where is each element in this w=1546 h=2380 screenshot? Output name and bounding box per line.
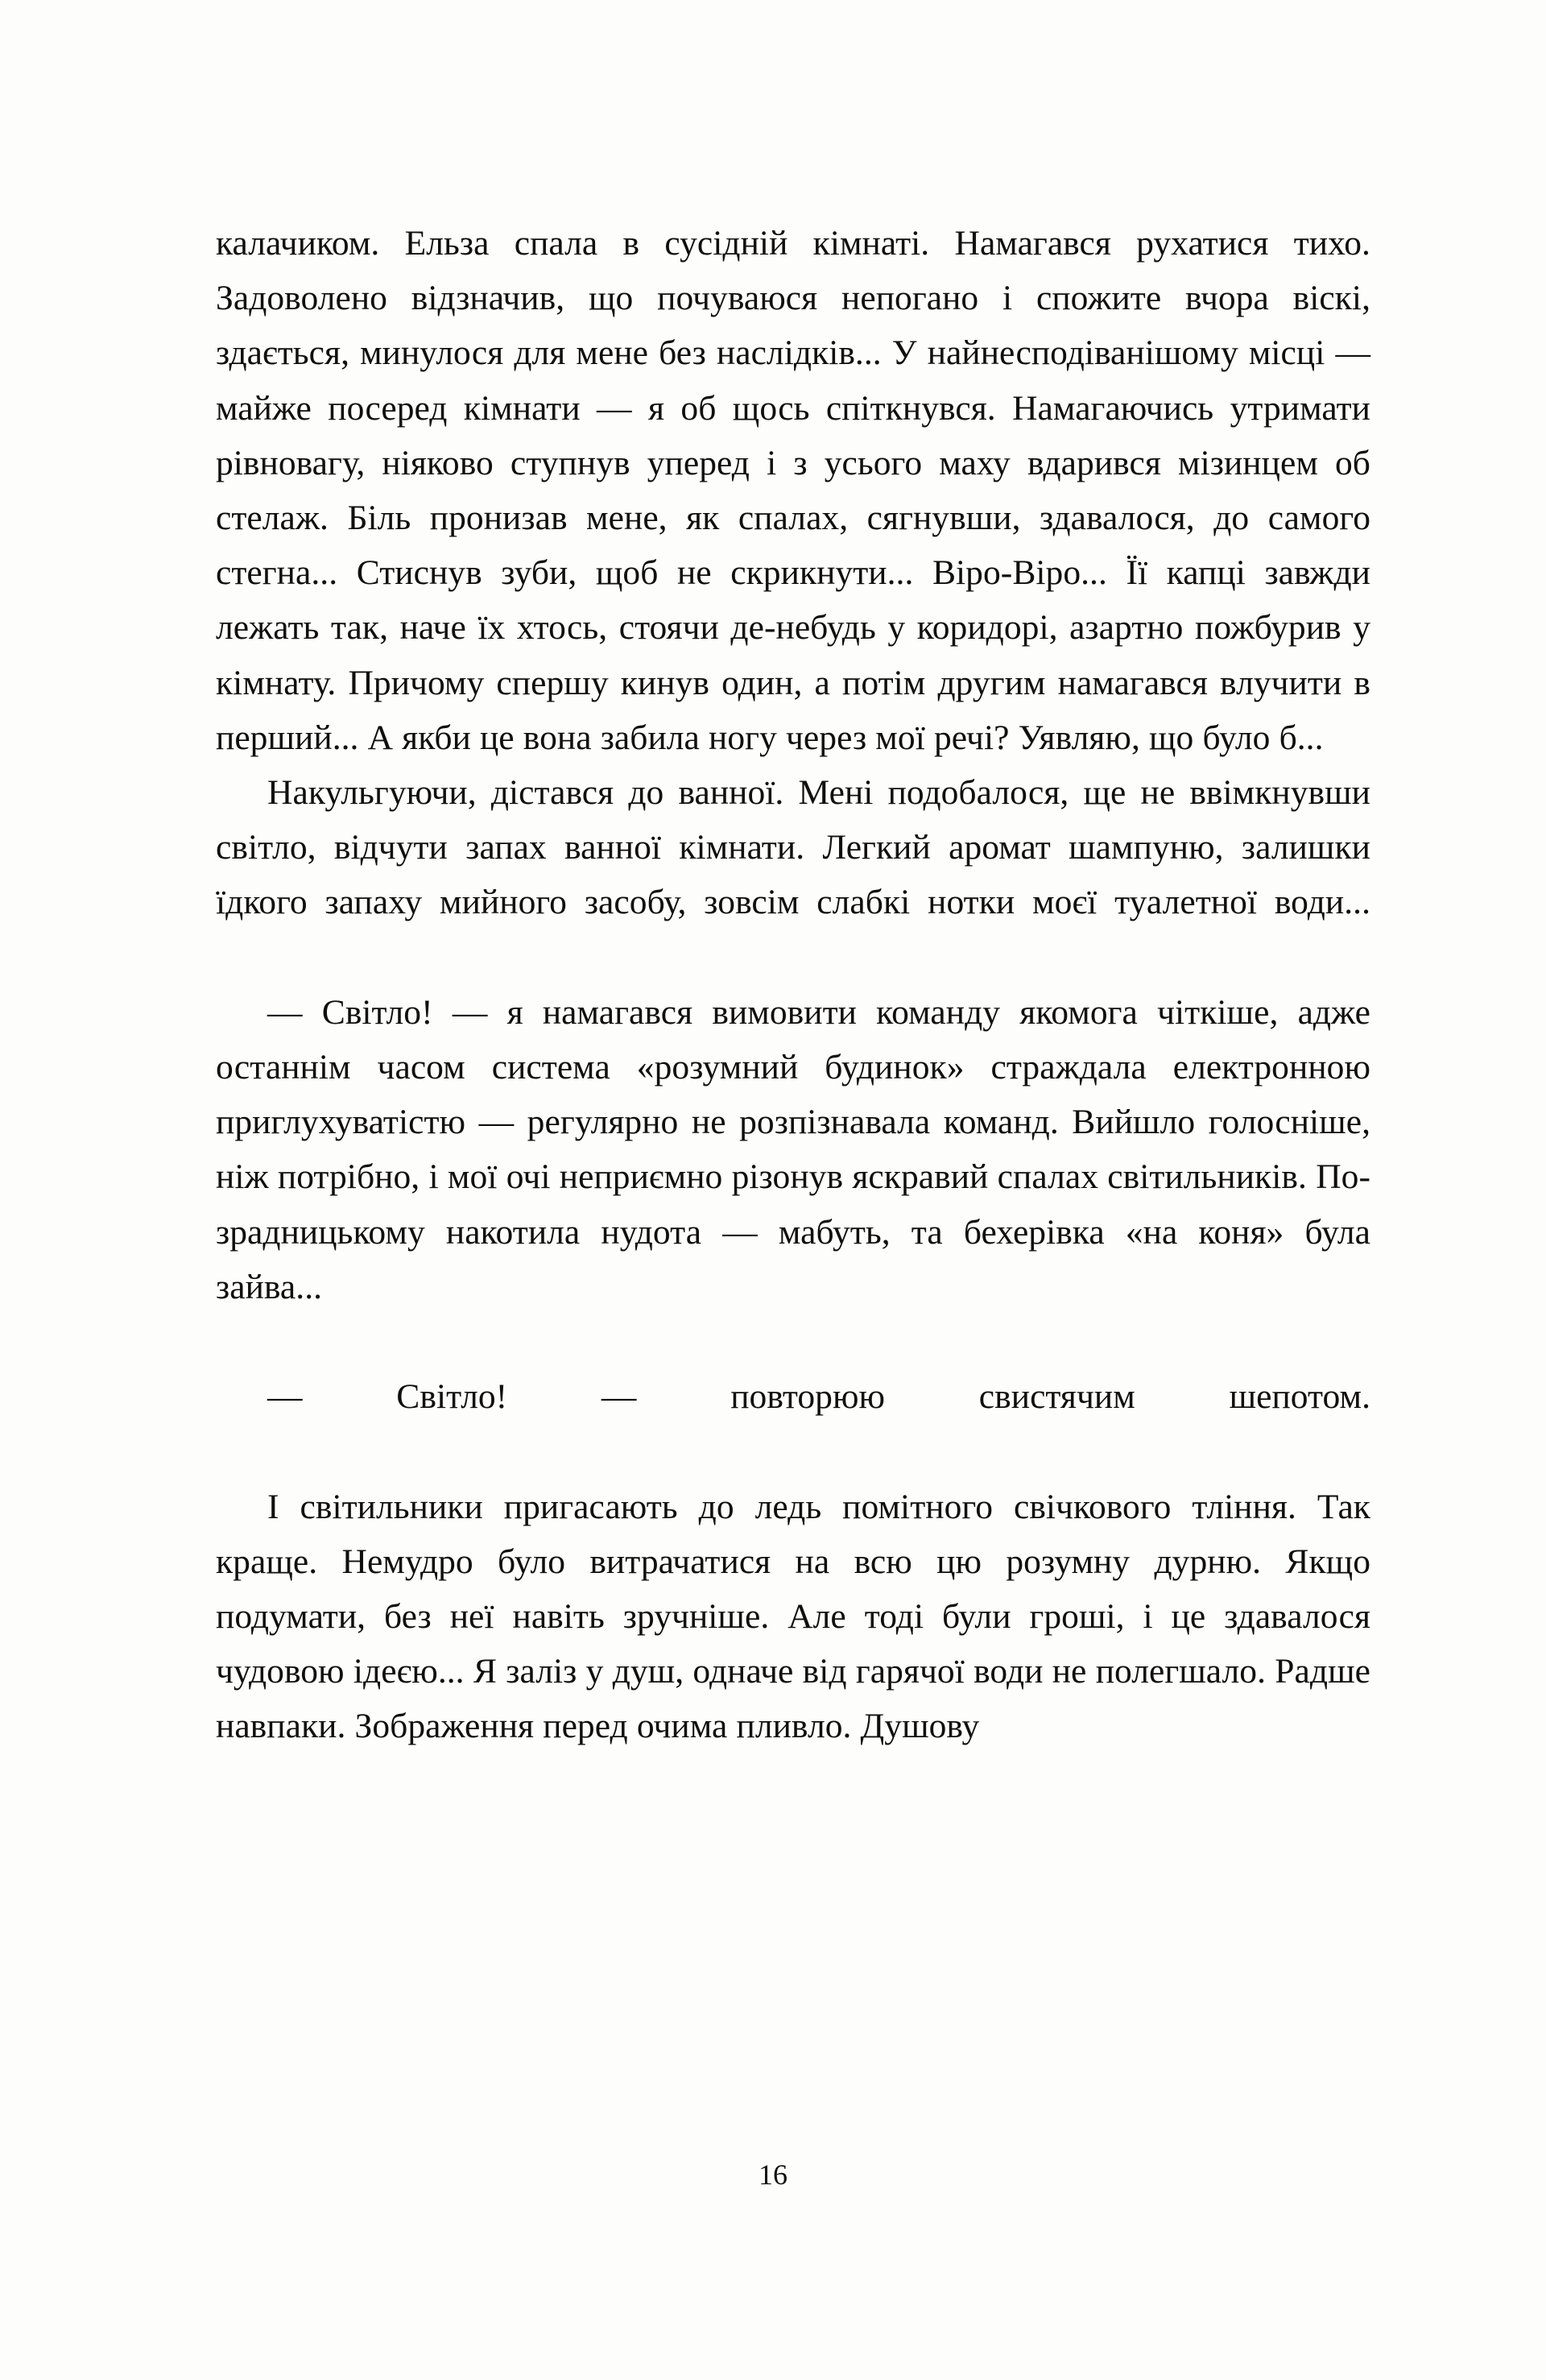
body-paragraph: І світильники пригасають до ледь помітного свічкового тління. Так краще. Немудро було витрачатися на всю цю розумну дурню. Якщо подумати, без неї навіть зручніше. Але тоді були гроші, і це здавалося чудовою ідеєю... Я заліз у душ, одначе від гарячої води не полегшало. Радше навпаки. Зображення перед очима пливло. Душову — [216, 1487, 1370, 1746]
page-text-block — [216, 216, 1370, 1754]
page-number: 16 — [759, 2159, 787, 2191]
dialogue-paragraph: — Світло! — повторюю свистячим шепотом. — [267, 1377, 1370, 1417]
body-paragraph: калачиком. Ельза спала в сусідній кімнаті. Намагався рухатися тихо. Задоволено відзначив, що почуваюся непогано і спожите вчора віскі, здається, минулося для мене без наслідків... У найнесподіванішому місці — майже посеред кімнати — я об щось спіткнувся. Намагаючись утримати рівновагу, ніяково ступнув уперед і з усього маху вдарився мізинцем об стелаж. Біль пронизав мене, як спалах, сягнувши, здавалося, до самого стегна... Стиснув зуби, щоб не скрикнути... Віро-Віро... Її капці завжди лежать так, наче їх хтось, стоячи де-небудь у коридорі, азартно пожбурив у кімнату. Причому спершу кинув один, а потім другим намагався влучити в перший... А якби це вона забила ногу через мої речі? Уявляю, що було б... — [216, 224, 1370, 757]
body-paragraph: Накульгуючи, дістався до ванної. Мені подобалося, ще не ввімкнувши світло, відчути запах ванної кімнати. Легкий аромат шампуню, залишки їдкого запаху мийного засобу, зовсім слабкі нотки моєї туалетної води... — [216, 773, 1370, 922]
body-paragraph: — Світло! — я намагався вимовити команду якомога чіткіше, адже останнім часом система «розумний будинок» страждала електронною приглухуватістю — регулярно не розпізнавала команд. Вийшло голосніше, ніж потрібно, і мої очі неприємно різонув яскравий спалах світильників. По-зрадницькому накотила нудота — мабуть, та бехерівка «на коня» була зайва... — [216, 992, 1370, 1306]
